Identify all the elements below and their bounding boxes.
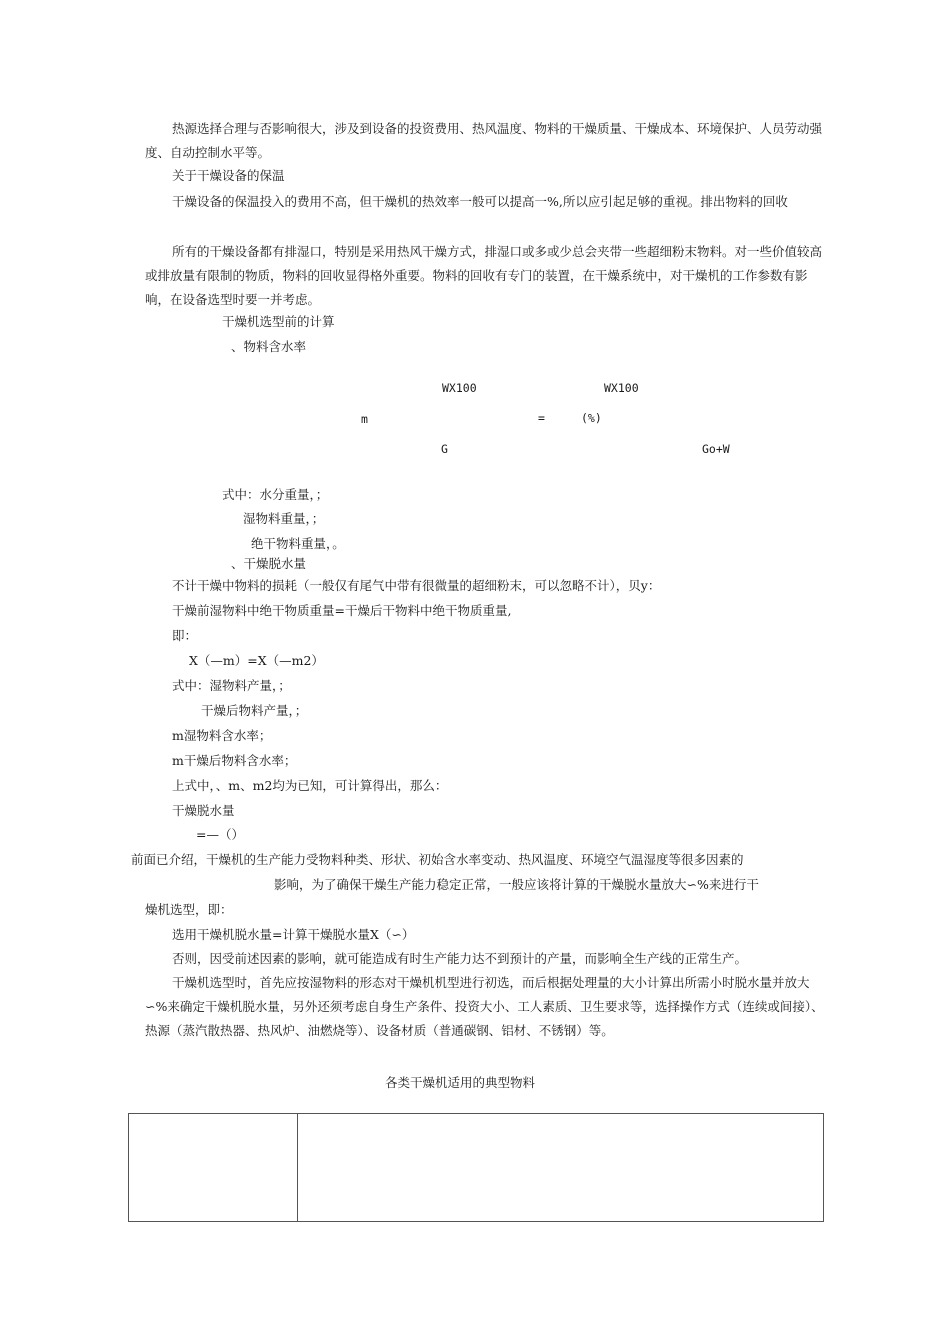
table-caption: 各类干燥机适用的典型物料 xyxy=(385,1075,536,1090)
capacity-line-3: 燥机选型，即： xyxy=(145,902,233,917)
formula-numerator-right: WX100 xyxy=(604,381,639,395)
formula-unit: (%) xyxy=(581,411,602,425)
formula-denominator-left: G xyxy=(441,442,448,456)
paragraph-recovery: 所有的干燥设备都有排湿口，特别是采用热风干燥方式，排湿口或多或少总会夹带一些超细粉末物料。对一些价值较高或排放量有限制的物质，物料的回收显得格外重要。物料的回收有专门的装置，在干燥系统中，对干燥机的工作参数有影响，在设备选型时要一并考虑。 xyxy=(145,244,823,307)
moisture-subheading: 、物料含水率 xyxy=(231,339,307,354)
otherwise-note: 否则，因受前述因素的影响，就可能造成有时生产能力达不到预计的产量，而影响全生产线的正常生产。 xyxy=(172,951,748,966)
formula-equals: = xyxy=(538,411,545,425)
table-row xyxy=(129,1114,824,1222)
paragraph-heat-source: 热源选择合理与否影响很大，涉及到设备的投资费用、热风温度、物料的干燥质量、干燥成本、环境保护、人员劳动强度、自动控制水平等。 xyxy=(145,121,823,160)
paragraph-selection: 干燥机选型时，首先应按湿物料的形态对干燥机机型进行初选，而后根据处理量的大小计算出所需小时脱水量并放大∽%来确定干燥机脱水量，另外还须考虑自身生产条件、投资大小、工人素质、卫生要求等，选择操作方式（连续或间接）、热源（蒸汽散热器、热风炉、油燃烧等）、设备材质（普通碳钢、铝材、不锈钢）等。 xyxy=(145,975,824,1038)
dewatering-label: 干燥脱水量 xyxy=(172,803,235,818)
dewatering-equation: =—（） xyxy=(196,827,244,842)
calc-heading: 干燥机选型前的计算 xyxy=(222,314,335,329)
where-dry-moisture: m干燥后物料含水率； xyxy=(172,753,297,768)
where-wet-weight: 湿物料重量，； xyxy=(243,511,325,526)
loss-note: 不计干燥中物料的损耗（一般仅有尾气中带有很微量的超细粉末，可以忽略不计），贝y： xyxy=(172,578,661,593)
selected-dewatering-formula: 选用干燥机脱水量=计算干燥脱水量X（∽） xyxy=(172,927,415,942)
mass-balance-equation: X（—m）=X（—m2） xyxy=(189,653,324,668)
mass-balance-statement: 干燥前湿物料中绝干物质重量=干燥后干物料中绝干物质重量, xyxy=(172,603,512,618)
dewatering-subheading: 、干燥脱水量 xyxy=(231,556,307,571)
dryer-materials-table xyxy=(128,1113,824,1222)
table-cell-materials xyxy=(298,1114,824,1222)
paragraph-insulation: 干燥设备的保温投入的费用不高，但干燥机的热效率一般可以提高一%,所以应引起足够的重视。排出物料的回收 xyxy=(172,194,788,209)
where-wet-moisture: m湿物料含水率； xyxy=(172,728,272,743)
namely-label: 即： xyxy=(172,628,198,643)
where-dry-weight: 绝干物料重量，。 xyxy=(251,536,345,551)
capacity-line-2: 影响，为了确保干燥生产能力稳定正常，一般应该将计算的干燥脱水量放大∽%来进行干 xyxy=(274,877,759,892)
where-dry-output: 干燥后物料产量，； xyxy=(201,703,308,718)
formula-lhs: m xyxy=(361,412,368,426)
insulation-heading: 关于干燥设备的保温 xyxy=(172,168,285,183)
capacity-line-1: 前面已介绍，干燥机的生产能力受物料种类、形状、初始含水率变动、热风温度、环境空气温湿度等很多因素的 xyxy=(131,852,744,867)
formula-numerator-left: WX100 xyxy=(442,381,477,395)
known-values-note: 上式中，、m、m2均为已知，可计算得出，那么： xyxy=(172,778,448,793)
formula-denominator-right: Go+W xyxy=(702,442,730,456)
table-cell-type xyxy=(129,1114,298,1222)
where-water-weight: 式中：水分重量，； xyxy=(222,487,329,502)
where-wet-output: 式中：湿物料产量，； xyxy=(172,678,291,693)
